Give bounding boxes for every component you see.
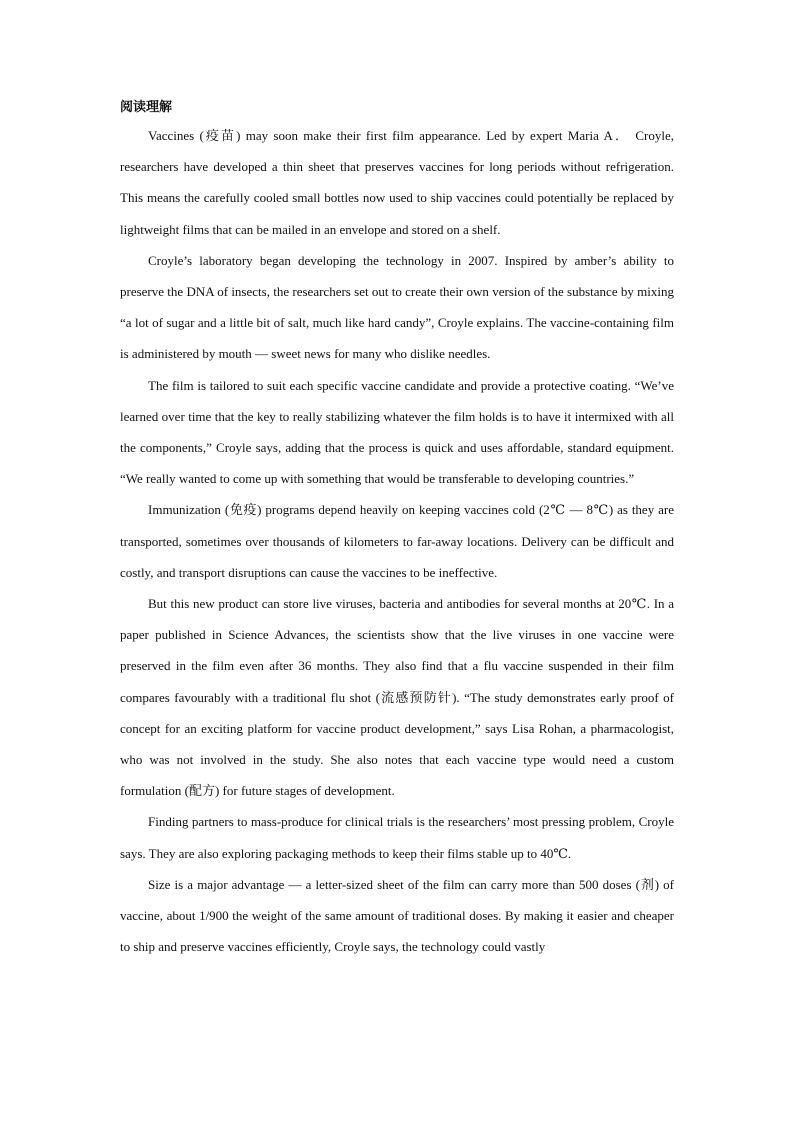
paragraph-1: Vaccines (疫苗) may soon make their first film appearance. Led by expert Maria A． Croyle, researchers have developed a thin sheet that preserves vaccines for long periods without refrigeration. This means the carefully cooled small bottles now used to ship vaccines could potentially be replaced by lightweight films that can be mailed in an envelope and stored on a shelf. (120, 128, 674, 237)
paragraph-2: Croyle’s laboratory began developing the technology in 2007. Inspired by amber’s ability to preserve the DNA of insects, the researchers set out to create their own version of the substance by mixing “a lot of sugar and a little bit of salt, much like hard candy”, Croyle explains. The vaccine-containing film is administered by mouth — sweet news for many who dislike needles. (120, 252, 674, 362)
document-page (120, 96, 674, 962)
section-heading: 阅读理解 (120, 100, 173, 115)
paragraph-4: Immunization (免疫) programs depend heavily on keeping vaccines cold (2℃ — 8℃) as they are transported, sometimes over thousands of kilometers to far-away locations. Delivery can be difficult and costly, and transport disruptions can cause the vaccines to be ineffective. (120, 502, 674, 580)
paragraph-6: Finding partners to mass-produce for clinical trials is the researchers’ most pressing problem, Croyle says. They are also exploring packaging methods to keep their films stable up to 40℃. (120, 814, 674, 861)
paragraph-5: But this new product can store live viruses, bacteria and antibodies for several months at 20℃. In a paper published in Science Advances, the scientists show that the live viruses in one vaccine were preserved in the film even after 36 months. They also find that a flu vaccine suspended in their film compares favourably with a traditional flu shot (流感预防针). “The study demonstrates early proof of concept for an exciting platform for vaccine product development,” says Lisa Rohan, a pharmacologist, who was not involved in the study. She also notes that each vaccine type would need a custom formulation (配方) for future stages of development. (120, 596, 674, 799)
paragraph-7: Size is a major advantage — a letter-sized sheet of the film can carry more than 500 doses (剂) of vaccine, about 1/900 the weight of the same amount of traditional doses. By making it easier and cheaper to ship and preserve vaccines efficiently, Croyle says, the technology could vastly (120, 876, 674, 955)
paragraph-3: The film is tailored to suit each specific vaccine candidate and provide a protective coating. “We’ve learned over time that the key to really stabilizing whatever the film holds is to have it intermixed with all the components,” Croyle says, adding that the process is quick and uses affordable, standard equipment. “We really wanted to come up with something that would be transferable to developing countries.” (120, 377, 674, 487)
